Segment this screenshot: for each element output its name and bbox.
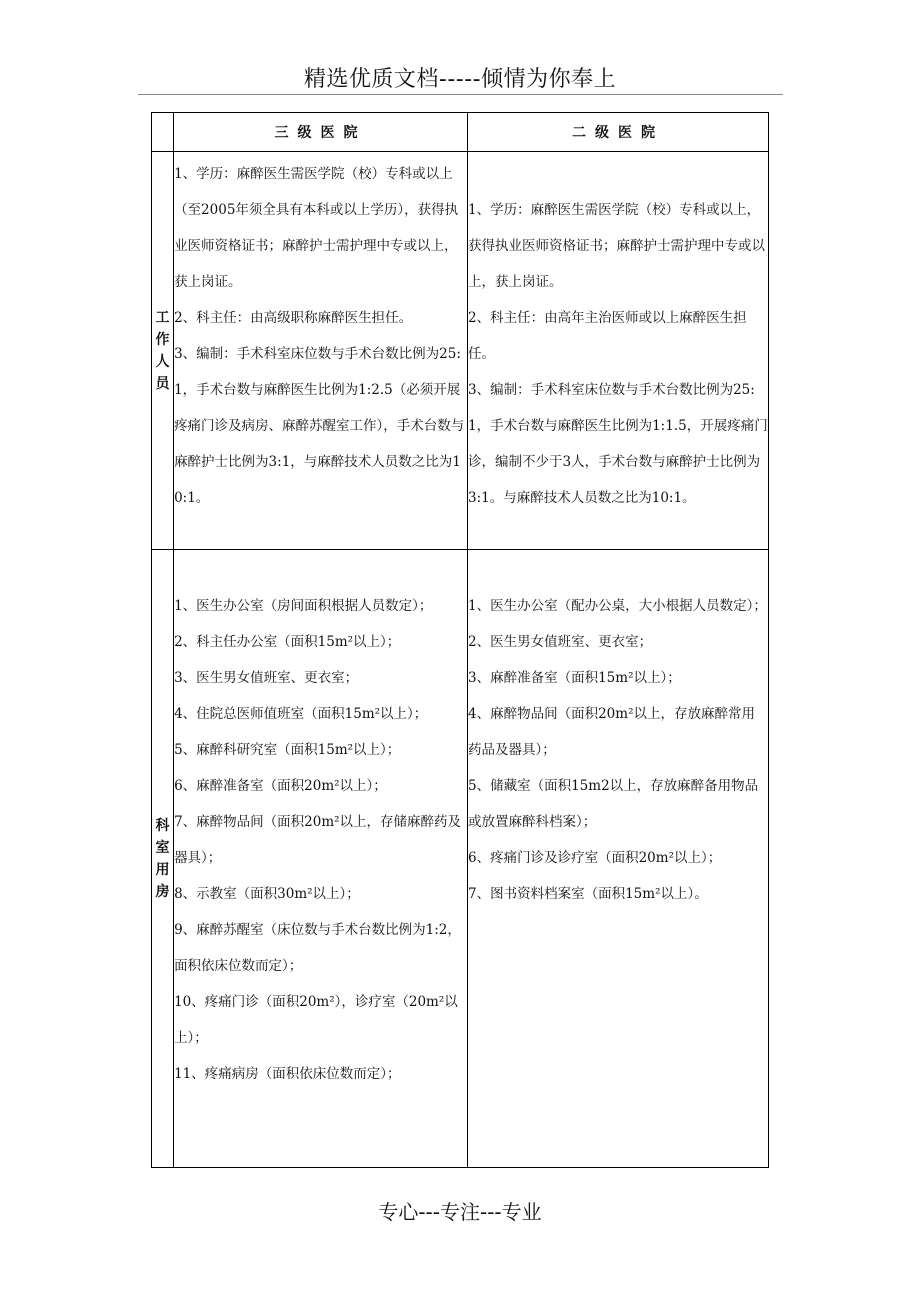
corner-cell — [152, 113, 174, 152]
row-label-rooms — [152, 550, 174, 1168]
rooms-tier3-cell: 1、医生办公室（房间面积根据人员数定）； 2、科主任办公室（面积15m²以上）； 3、医生男女值班室、更衣室； 4、住院总医师值班室（面积15m²以上）； 5、麻醉科研究室（面积15m²以上）； 6、麻醉准备室（面积20m²以上）； 7、麻醉物品间（面积20m²以上，存储麻醉药及器具）； 8、示教室（面积30m²以上）； 9、麻醉苏醒室（床位数与手术台数比例为1:2，面积依床位数而定）； 10、疼痛门诊（面积20m²），诊疗室（20m²以上）； 11、疼痛病房（面积依床位数而定）； — [174, 550, 468, 1168]
table-header-row — [152, 113, 769, 152]
row-label-staff — [152, 152, 174, 550]
row-label-char: 作 — [155, 331, 170, 348]
row-label-char: 工 — [155, 309, 170, 326]
row-label-char: 科 — [155, 817, 170, 834]
staff-tier3-cell: 1、学历：麻醉医生需医学院（校）专科或以上（至2005年须全具有本科或以上学历），获得执业医师资格证书；麻醉护士需护理中专或以上，获上岗证。 2、科主任：由高级职称麻醉医生担任。 3、编制：手术科室床位数与手术台数比例为25:1，手术台数与麻醉医生比例为1:2.5（必须开展疼痛门诊及病房、麻醉苏醒室工作），手术台数与麻醉护士比例为3:1，与麻醉技术人员数之比为10:1。 — [174, 152, 468, 550]
rooms-tier2-cell: 1、医生办公室（配办公桌，大小根据人员数定）； 2、医生男女值班室、更衣室； 3、麻醉准备室（面积15m²以上）； 4、麻醉物品间（面积20m²以上，存放麻醉常用药品及器具）； 5、储藏室（面积15m2以上，存放麻醉备用物品或放置麻醉科档案）； 6、疼痛门诊及诊疗室（面积20m²以上）； 7、图书资料档案室（面积15m²以上）。 — [468, 550, 769, 1168]
row-label-char: 人 — [155, 353, 170, 370]
header-divider — [138, 94, 783, 95]
staff-tier2-cell: 1、学历：麻醉医生需医学院（校）专科或以上，获得执业医师资格证书；麻醉护士需护理中专或以上，获上岗证。 2、科主任：由高年主治医师或以上麻醉医生担任。 3、编制：手术科室床位数与手术台数比例为25:1，手术台数与麻醉医生比例为1:1.5，开展疼痛门诊，编制不少于3人，手术台数与麻醉护士比例为3:1。与麻醉技术人员数之比为10:1。 — [468, 152, 769, 550]
page-footer: 专心---专注---专业 — [378, 1200, 542, 1224]
row-label-char: 用 — [155, 861, 170, 878]
row-label-char: 房 — [155, 883, 170, 900]
hospital-standards-table — [151, 112, 769, 1168]
row-label-char: 员 — [155, 375, 170, 392]
page-header-title: 精选优质文档-----倾情为你奉上 — [303, 67, 617, 92]
column-header-tier3: 三级医院 — [174, 113, 468, 152]
column-header-tier2: 二级医院 — [468, 113, 769, 152]
row-label-char: 室 — [155, 839, 170, 856]
table-row-staff — [152, 152, 769, 550]
table-row-rooms — [152, 550, 769, 1168]
